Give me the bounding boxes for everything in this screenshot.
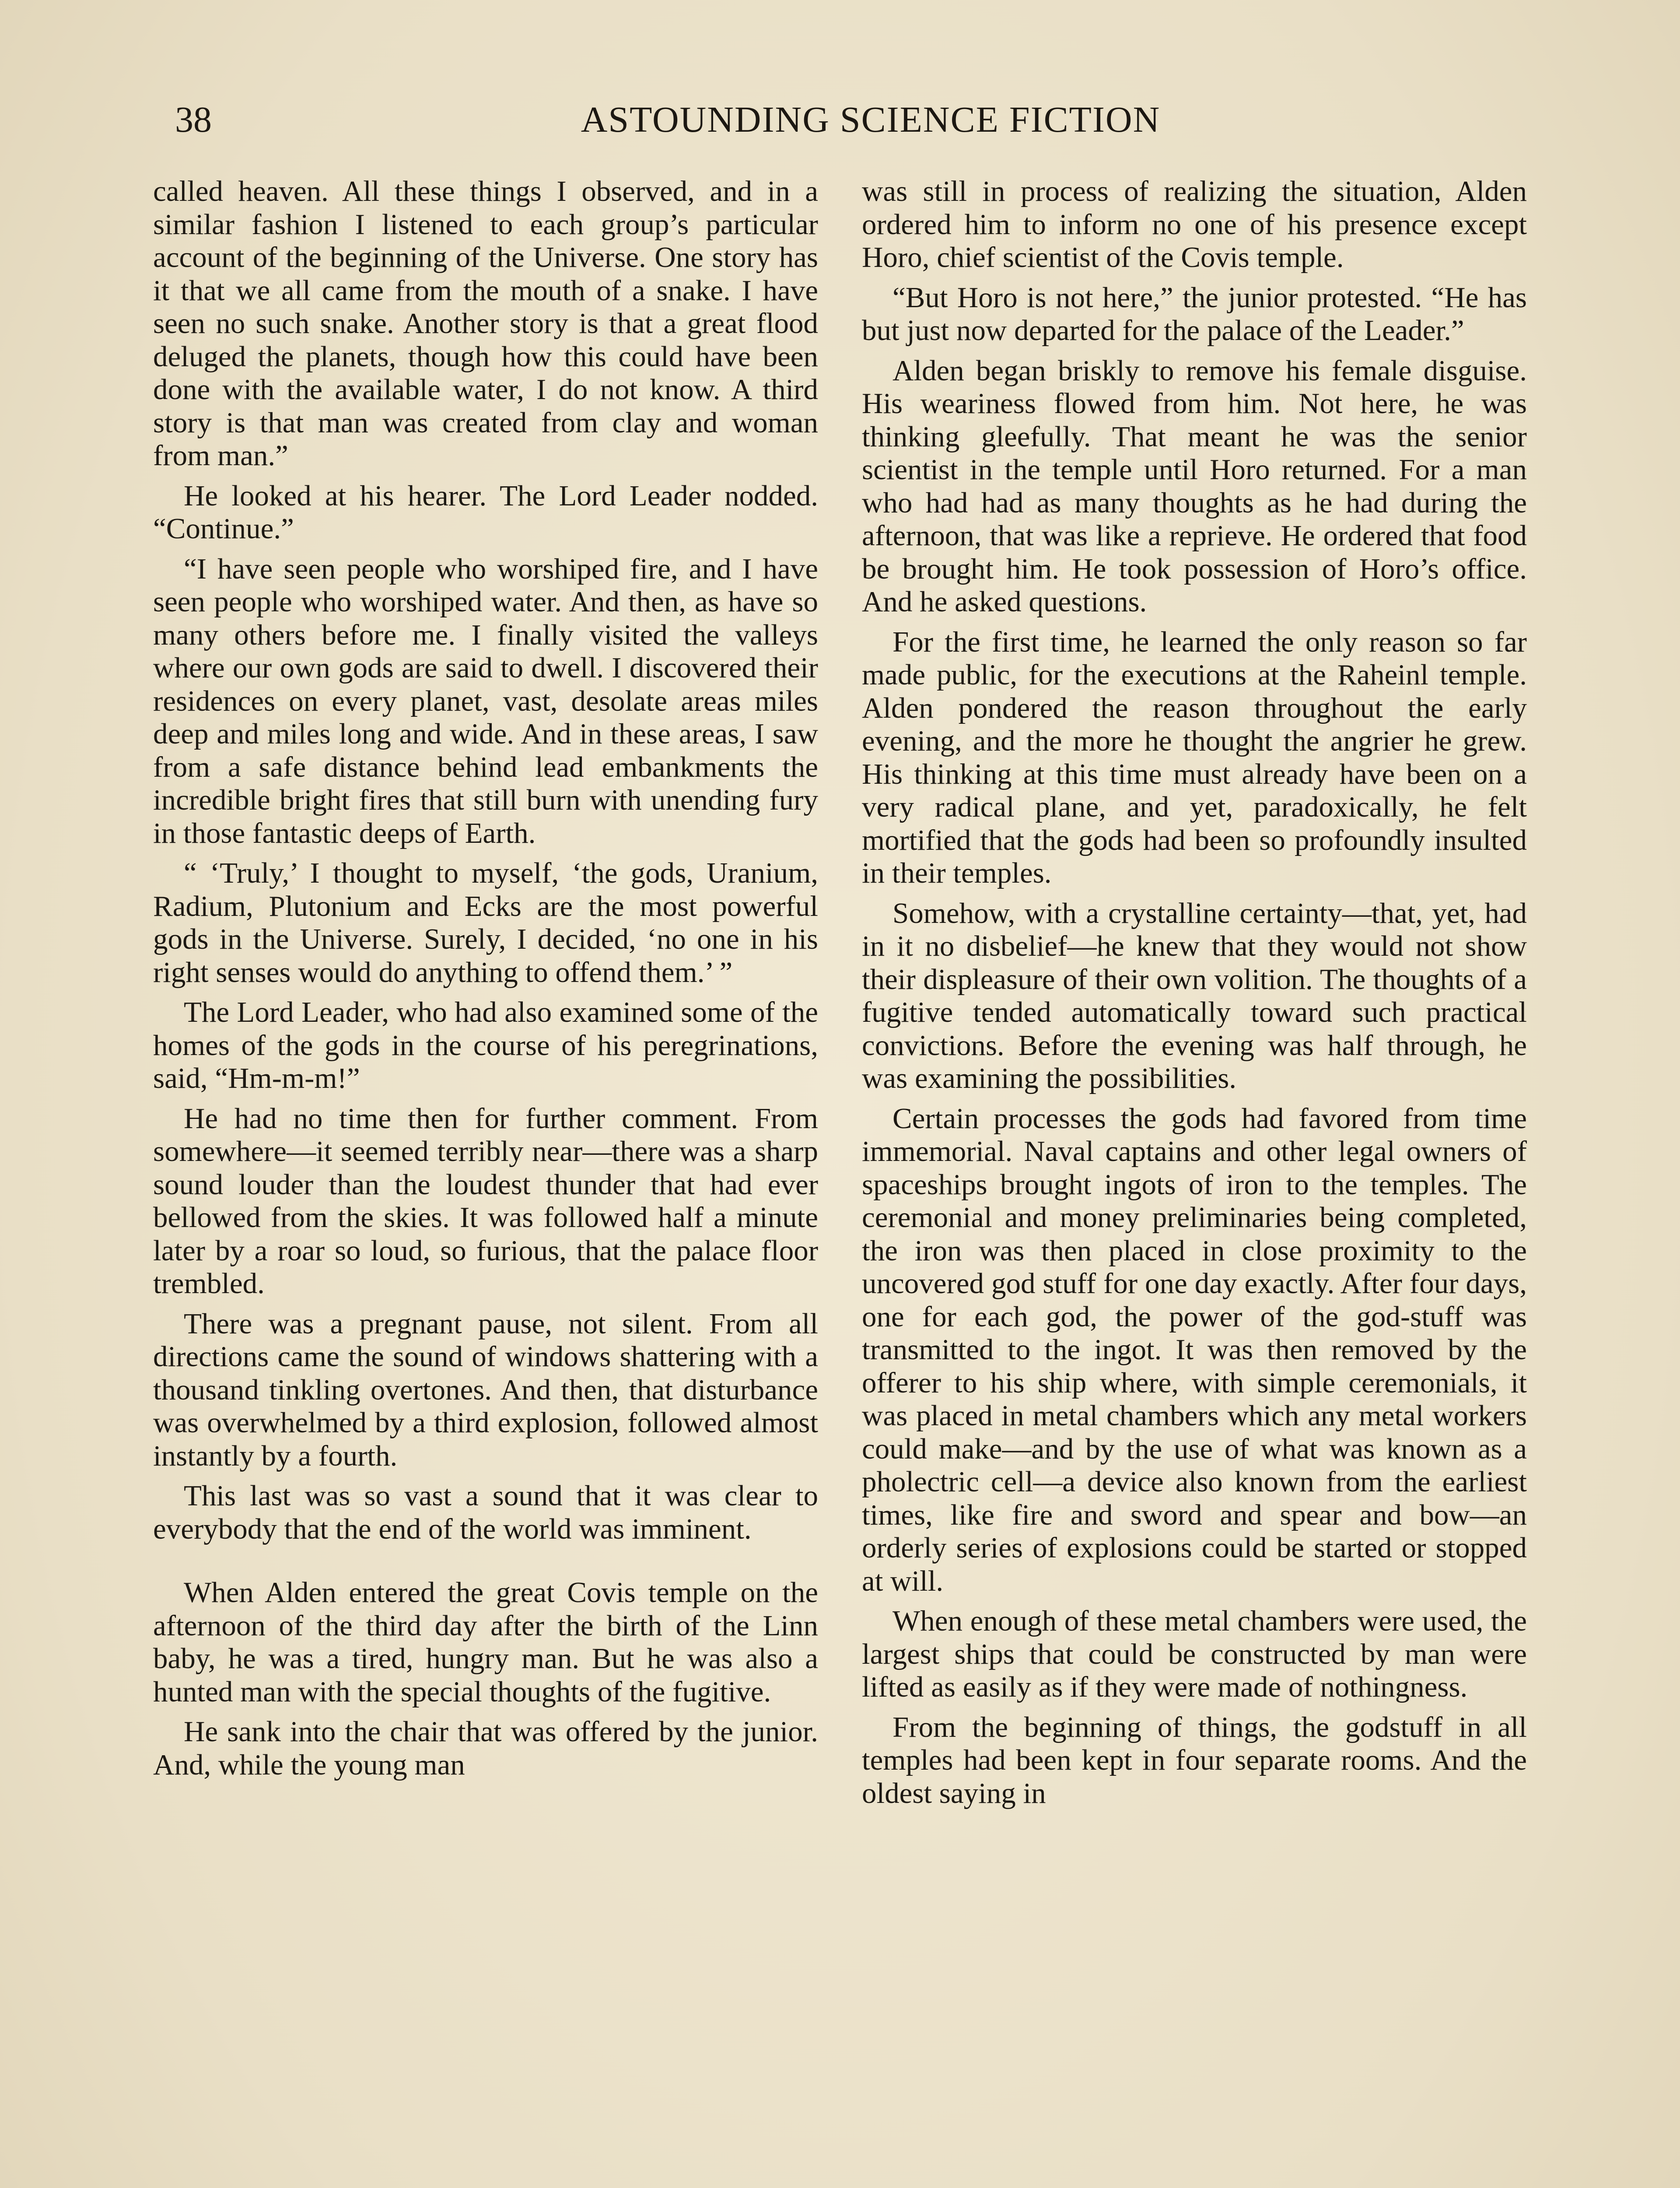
paragraph: “But Horo is not here,” the junior protested. “He has but just now departed for the palace of the Leader.” [862,281,1527,347]
paragraph: Somehow, with a crystalline certainty—that, yet, had in it no disbelief—he knew that they would not show their displeasure of their own volition. The thoughts of a fugitive tended automatically toward such practical convictions. Before the evening was half through, he was examining the possibilities. [862,897,1527,1094]
paragraph: called heaven. All these things I observed, and in a similar fashion I listened to each group’s particular account of the beginning of the Universe. One story has it that we all came from the mouth of a snake. I have seen no such snake. Another story is that a great flood deluged the planets, though how this could have been done with the available water, I do not know. A third story is that man was created from clay and woman from man.” [153,175,818,472]
paragraph: This last was so vast a sound that it was clear to everybody that the end of the world was imminent. [153,1480,818,1545]
paragraph: There was a pregnant pause, not silent. From all directions came the sound of windows shattering with a thousand tinkling overtones. And then, that disturbance was overwhelmed by a third explosion, followed almost instantly by a fourth. [153,1307,818,1472]
paragraph: Certain processes the gods had favored from time immemorial. Naval captains and other legal owners of spaceships brought ingots of iron to the temples. The ceremonial and money preliminaries being completed, the iron was then placed in close proximity to the uncovered god stuff for one day exactly. After four days, one for each god, the power of the god-stuff was transmitted to the ingot. It was then removed by the offerer to his ship where, with simple ceremonials, it was placed in metal chambers which any metal workers could make—and by the use of what was known as a pholectric cell—a device also known from the earliest times, like fire and sword and spear and bow—an orderly series of explosions could be started or stopped at will. [862,1102,1527,1597]
paragraph: When Alden entered the great Covis temple on the afternoon of the third day after the birth of the Linn baby, he was a tired, hungry man. But he was also a hunted man with the special thoughts of the fugitive. [153,1576,818,1708]
paragraph: When enough of these metal chambers were used, the largest ships that could be constructed by man were lifted as easily as if they were made of nothingness. [862,1605,1527,1703]
paragraph: was still in process of realizing the situation, Alden ordered him to inform no one of his presence except Horo, chief scientist of the Covis temple. [862,175,1527,274]
paragraph: Alden began briskly to remove his female disguise. His weariness flowed from him. Not here, he was thinking gleefully. That meant he was the senior scientist in the temple until Horo returned. For a man who had had as many thoughts as he had during the afternoon, that was like a reprieve. He ordered that food be brought him. He took possession of Horo’s office. And he asked questions. [862,354,1527,618]
left-text-column [153,175,818,1788]
running-title: ASTOUNDING SCIENCE FICTION [581,99,1161,140]
paragraph: “I have seen people who worshiped fire, and I have seen people who worshiped water. And then, as have so many others before me. I finally visited the valleys where our own gods are said to dwell. I discovered their residences on every planet, vast, desolate areas miles deep and miles long and wide. And in these areas, I saw from a safe distance behind lead embankments the incredible bright fires that still burn with unending fury in those fantastic deeps of Earth. [153,552,818,849]
paragraph: He looked at his hearer. The Lord Leader nodded. “Continue.” [153,479,818,545]
paragraph: He had no time then for further comment. From somewhere—it seemed terribly near—there was a sharp sound louder than the loudest thunder that had ever bellowed from the skies. It was followed half a minute later by a roar so loud, so furious, that the palace floor trembled. [153,1102,818,1300]
paragraph: From the beginning of things, the godstuff in all temples had been kept in four separate rooms. And the oldest saying in [862,1711,1527,1809]
page-number: 38 [175,99,212,140]
right-text-column [862,175,1527,1817]
paragraph: He sank into the chair that was offered by the junior. And, while the young man [153,1715,818,1781]
paragraph: The Lord Leader, who had also examined some of the homes of the gods in the course of his peregrinations, said, “Hm-m-m!” [153,996,818,1094]
paragraph: For the first time, he learned the only reason so far made public, for the executions at the Raheinl temple. Alden pondered the reason throughout the early evening, and the more he thought the angrier he grew. His thinking at this time must already have been on a very radical plane, and yet, paradoxically, he felt mortified that the gods had been so profoundly insulted in their temples. [862,625,1527,889]
paragraph: “ ‘Truly,’ I thought to myself, ‘the gods, Uranium, Radium, Plutonium and Ecks are the most powerful gods in the Universe. Surely, I decided, ‘no one in his right senses would do anything to offend them.’ ” [153,857,818,989]
